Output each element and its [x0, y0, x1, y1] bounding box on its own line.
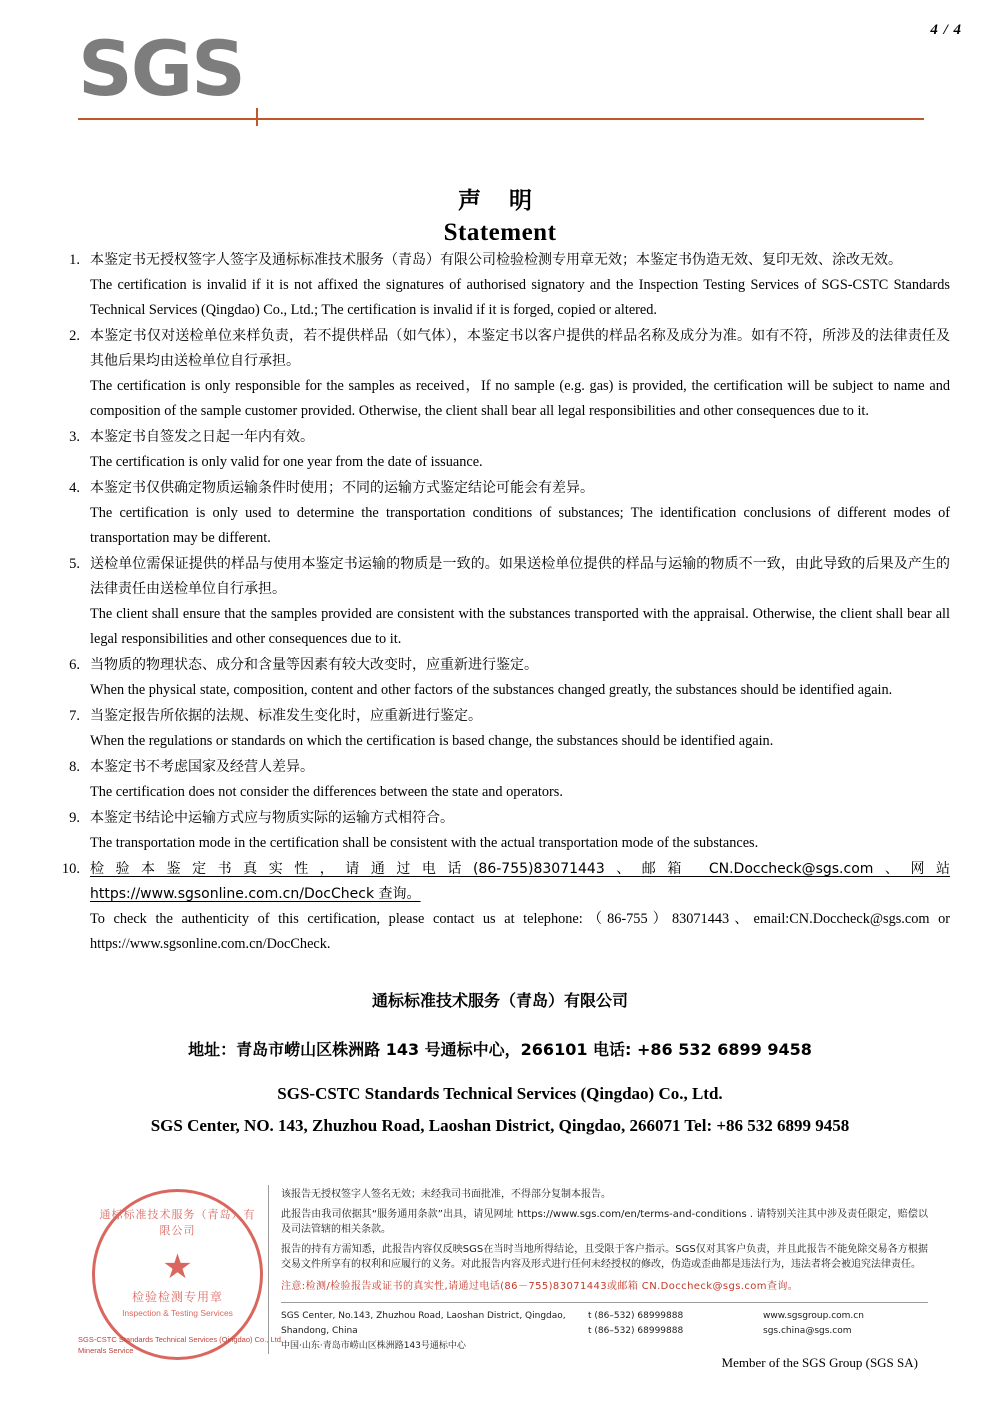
- official-stamp: [78, 1185, 283, 1360]
- stamp-center-text-english: Inspection & Testing Services: [122, 1308, 233, 1318]
- item-text-english: The certification is only used to determine the transportation conditions of substances; The identification conclusions of different modes of transportation may be different.: [90, 505, 950, 546]
- company-block: [0, 988, 1000, 1136]
- footer-address-chinese: 中国·山东·青岛市崂山区株洲路143号通标中心: [281, 1341, 466, 1351]
- company-name-english: SGS-CSTC Standards Technical Services (Qingdao) Co., Ltd.: [277, 1084, 723, 1103]
- stamp-underline-text-1: SGS-CSTC Standards Technical Services (Qingdao) Co., Ltd.: [78, 1335, 283, 1344]
- list-item: [50, 324, 950, 424]
- document-footer: [78, 1185, 928, 1360]
- list-item: [50, 552, 950, 652]
- item-text-chinese: 送检单位需保证提供的样品与使用本鉴定书运输的物质是一致的。如果送检单位提供的样品与运输的物质不一致，由此导致的后果及产生的法律责任由送检单位自行承担。: [90, 556, 950, 597]
- page-number: 4 / 4: [930, 22, 962, 38]
- list-item: [50, 806, 950, 856]
- list-item: [50, 425, 950, 475]
- item-text-chinese: 本鉴定书无授权签字人签字及通标标准技术服务（青岛）有限公司检验检测专用章无效；本鉴定书伪造无效、复印无效、涂改无效。: [90, 252, 902, 268]
- item-text-chinese: 当鉴定报告所依据的法规、标准发生变化时，应重新进行鉴定。: [90, 708, 482, 724]
- item-text-english: When the physical state, composition, content and other factors of the substances changed greatly, the substances should be identified again.: [90, 682, 893, 698]
- list-item: [50, 476, 950, 551]
- item-text-english: The certification does not consider the differences between the state and operators.: [90, 784, 563, 800]
- footer-text-block: [268, 1185, 928, 1354]
- item-text-chinese: 本鉴定书结论中运输方式应与物质实际的运输方式相符合。: [90, 810, 454, 826]
- item-text-chinese: 本鉴定书仅对送检单位来样负责，若不提供样品（如气体），本鉴定书以客户提供的样品名称及成分为准。如有不符，所涉及的法律责任及其他后果均由送检单位自行承担。: [90, 328, 950, 369]
- item-text-english: The certification is only valid for one year from the date of issuance.: [90, 454, 483, 470]
- footer-warning-note: 注意:检测/检验报告或证书的真实性,请通过电话(86－755)83071443或邮箱 CN.Doccheck@sgs.com查询。: [281, 1281, 799, 1292]
- item-number: 1.: [69, 252, 80, 268]
- item-text-english[interactable]: To check the authenticity of this certification, please contact us at telephone:（86-755）83071443、email:CN.Doccheck@sgs.com or https://www.sgsonline.com.cn/DocCheck.: [90, 911, 950, 952]
- stamp-underline-text-2: Minerals Service: [78, 1346, 134, 1355]
- company-address-chinese: 地址：青岛市崂山区株洲路 143 号通标中心，266101 电话: +86 532 6899 9458: [188, 1040, 812, 1059]
- logo-tick-divider: [256, 108, 258, 126]
- item-text-chinese[interactable]: 检验本鉴定书真实性，请通过电话(86-755)83071443、邮箱 CN.Doccheck@sgs.com、网站 https://www.sgsonline.com.cn/DocCheck 查询。: [90, 861, 950, 902]
- item-number: 3.: [69, 429, 80, 445]
- footer-paragraph-3: 报告的持有方需知悉，此报告内容仅反映SGS在当时当地所得结论，且受限于客户指示。SGS仅对其客户负责，并且此报告不能免除交易各方根据交易文件所享有的权利和应履行的义务。对此报告内容及形式进行任何未经授权的修改，伪造或歪曲都是违法行为，违法者将会被追究法律责任。: [281, 1244, 928, 1270]
- item-number: 8.: [69, 759, 80, 775]
- item-number: 2.: [69, 328, 80, 344]
- title-chinese: 声 明: [457, 188, 542, 214]
- list-item: [50, 857, 950, 957]
- footer-website[interactable]: www.sgsgroup.com.cn: [763, 1311, 864, 1321]
- item-text-chinese: 当物质的物理状态、成分和含量等因素有较大改变时，应重新进行鉴定。: [90, 657, 538, 673]
- stamp-ring-top-text: 通标标准技术服务（青岛）有限公司: [99, 1208, 256, 1237]
- header-rule: [78, 118, 924, 120]
- item-text-chinese: 本鉴定书自签发之日起一年内有效。: [90, 429, 314, 445]
- item-text-english: When the regulations or standards on which the certification is based change, the substances should be identified again.: [90, 733, 774, 749]
- stamp-center-text-chinese: 检验检测专用章: [131, 1290, 223, 1304]
- item-text-english: The client shall ensure that the samples provided are consistent with the substances transported with the appraisal. Otherwise, the client shall bear all legal responsibilities and other consequences due to it.: [90, 606, 950, 647]
- company-address-english: SGS Center, NO. 143, Zhuzhou Road, Laoshan District, Qingdao, 266071 Tel: +86 532 6899 9458: [150, 1116, 850, 1135]
- footer-telephone-2: t (86–532) 68999888: [588, 1326, 684, 1336]
- company-name-chinese: 通标标准技术服务（青岛）有限公司: [371, 991, 628, 1010]
- footer-address-english: SGS Center, No.143, Zhuzhou Road, Laoshan District, Qingdao, Shandong, China: [281, 1311, 566, 1336]
- footer-paragraph-2: 此报告由我司依据其“服务通用条款”出具，请见网址 https://www.sgs.com/en/terms-and-conditions . 请特别关注其中涉及责任限定，赔偿以及司法管辖的相关条款。: [281, 1209, 928, 1235]
- footer-divider: [281, 1302, 928, 1303]
- item-number: 10.: [61, 861, 80, 877]
- title-english: Statement: [443, 219, 557, 246]
- item-text-chinese: 本鉴定书不考虑国家及经营人差异。: [90, 759, 314, 775]
- item-text-english: The certification is only responsible for the samples as received，If no sample (e.g. gas) is provided, the certification will be subject to name and composition of the sample customer provided. Otherwise, the client shall bear all legal responsibilities and other consequences due to it.: [90, 378, 950, 419]
- footer-telephone-1: t (86–532) 68999888: [588, 1311, 684, 1321]
- list-item: [50, 248, 950, 323]
- item-number: 4.: [69, 480, 80, 496]
- document-header: [78, 24, 924, 122]
- footer-email[interactable]: sgs.china@sgs.com: [763, 1326, 852, 1336]
- footer-paragraph-1: 该报告无授权签字人签名无效；未经我司书面批准，不得部分复制本报告。: [281, 1189, 611, 1200]
- item-text-english: The transportation mode in the certification shall be consistent with the actual transportation mode of the substances.: [90, 835, 759, 851]
- page-title: [0, 182, 1000, 247]
- list-item: [50, 755, 950, 805]
- item-number: 6.: [69, 657, 80, 673]
- item-number: 5.: [69, 556, 80, 572]
- list-item: [50, 653, 950, 703]
- list-item: [50, 704, 950, 754]
- statement-list: [50, 248, 950, 958]
- item-text-english: The certification is invalid if it is not affixed the signatures of authorised signatory and the Inspection Testing Services of SGS-CSTC Standards Technical Services (Qingdao) Co., Ltd.; The certification is invalid if it is forged, copied or altered.: [90, 277, 950, 318]
- footer-member-note: Member of the SGS Group (SGS SA): [721, 1355, 918, 1370]
- star-icon: ★: [162, 1248, 193, 1286]
- sgs-logo: SGS: [78, 24, 244, 113]
- item-number: 7.: [69, 708, 80, 724]
- item-text-chinese: 本鉴定书仅供确定物质运输条件时使用；不同的运输方式鉴定结论可能会有差异。: [90, 480, 594, 496]
- item-number: 9.: [69, 810, 80, 826]
